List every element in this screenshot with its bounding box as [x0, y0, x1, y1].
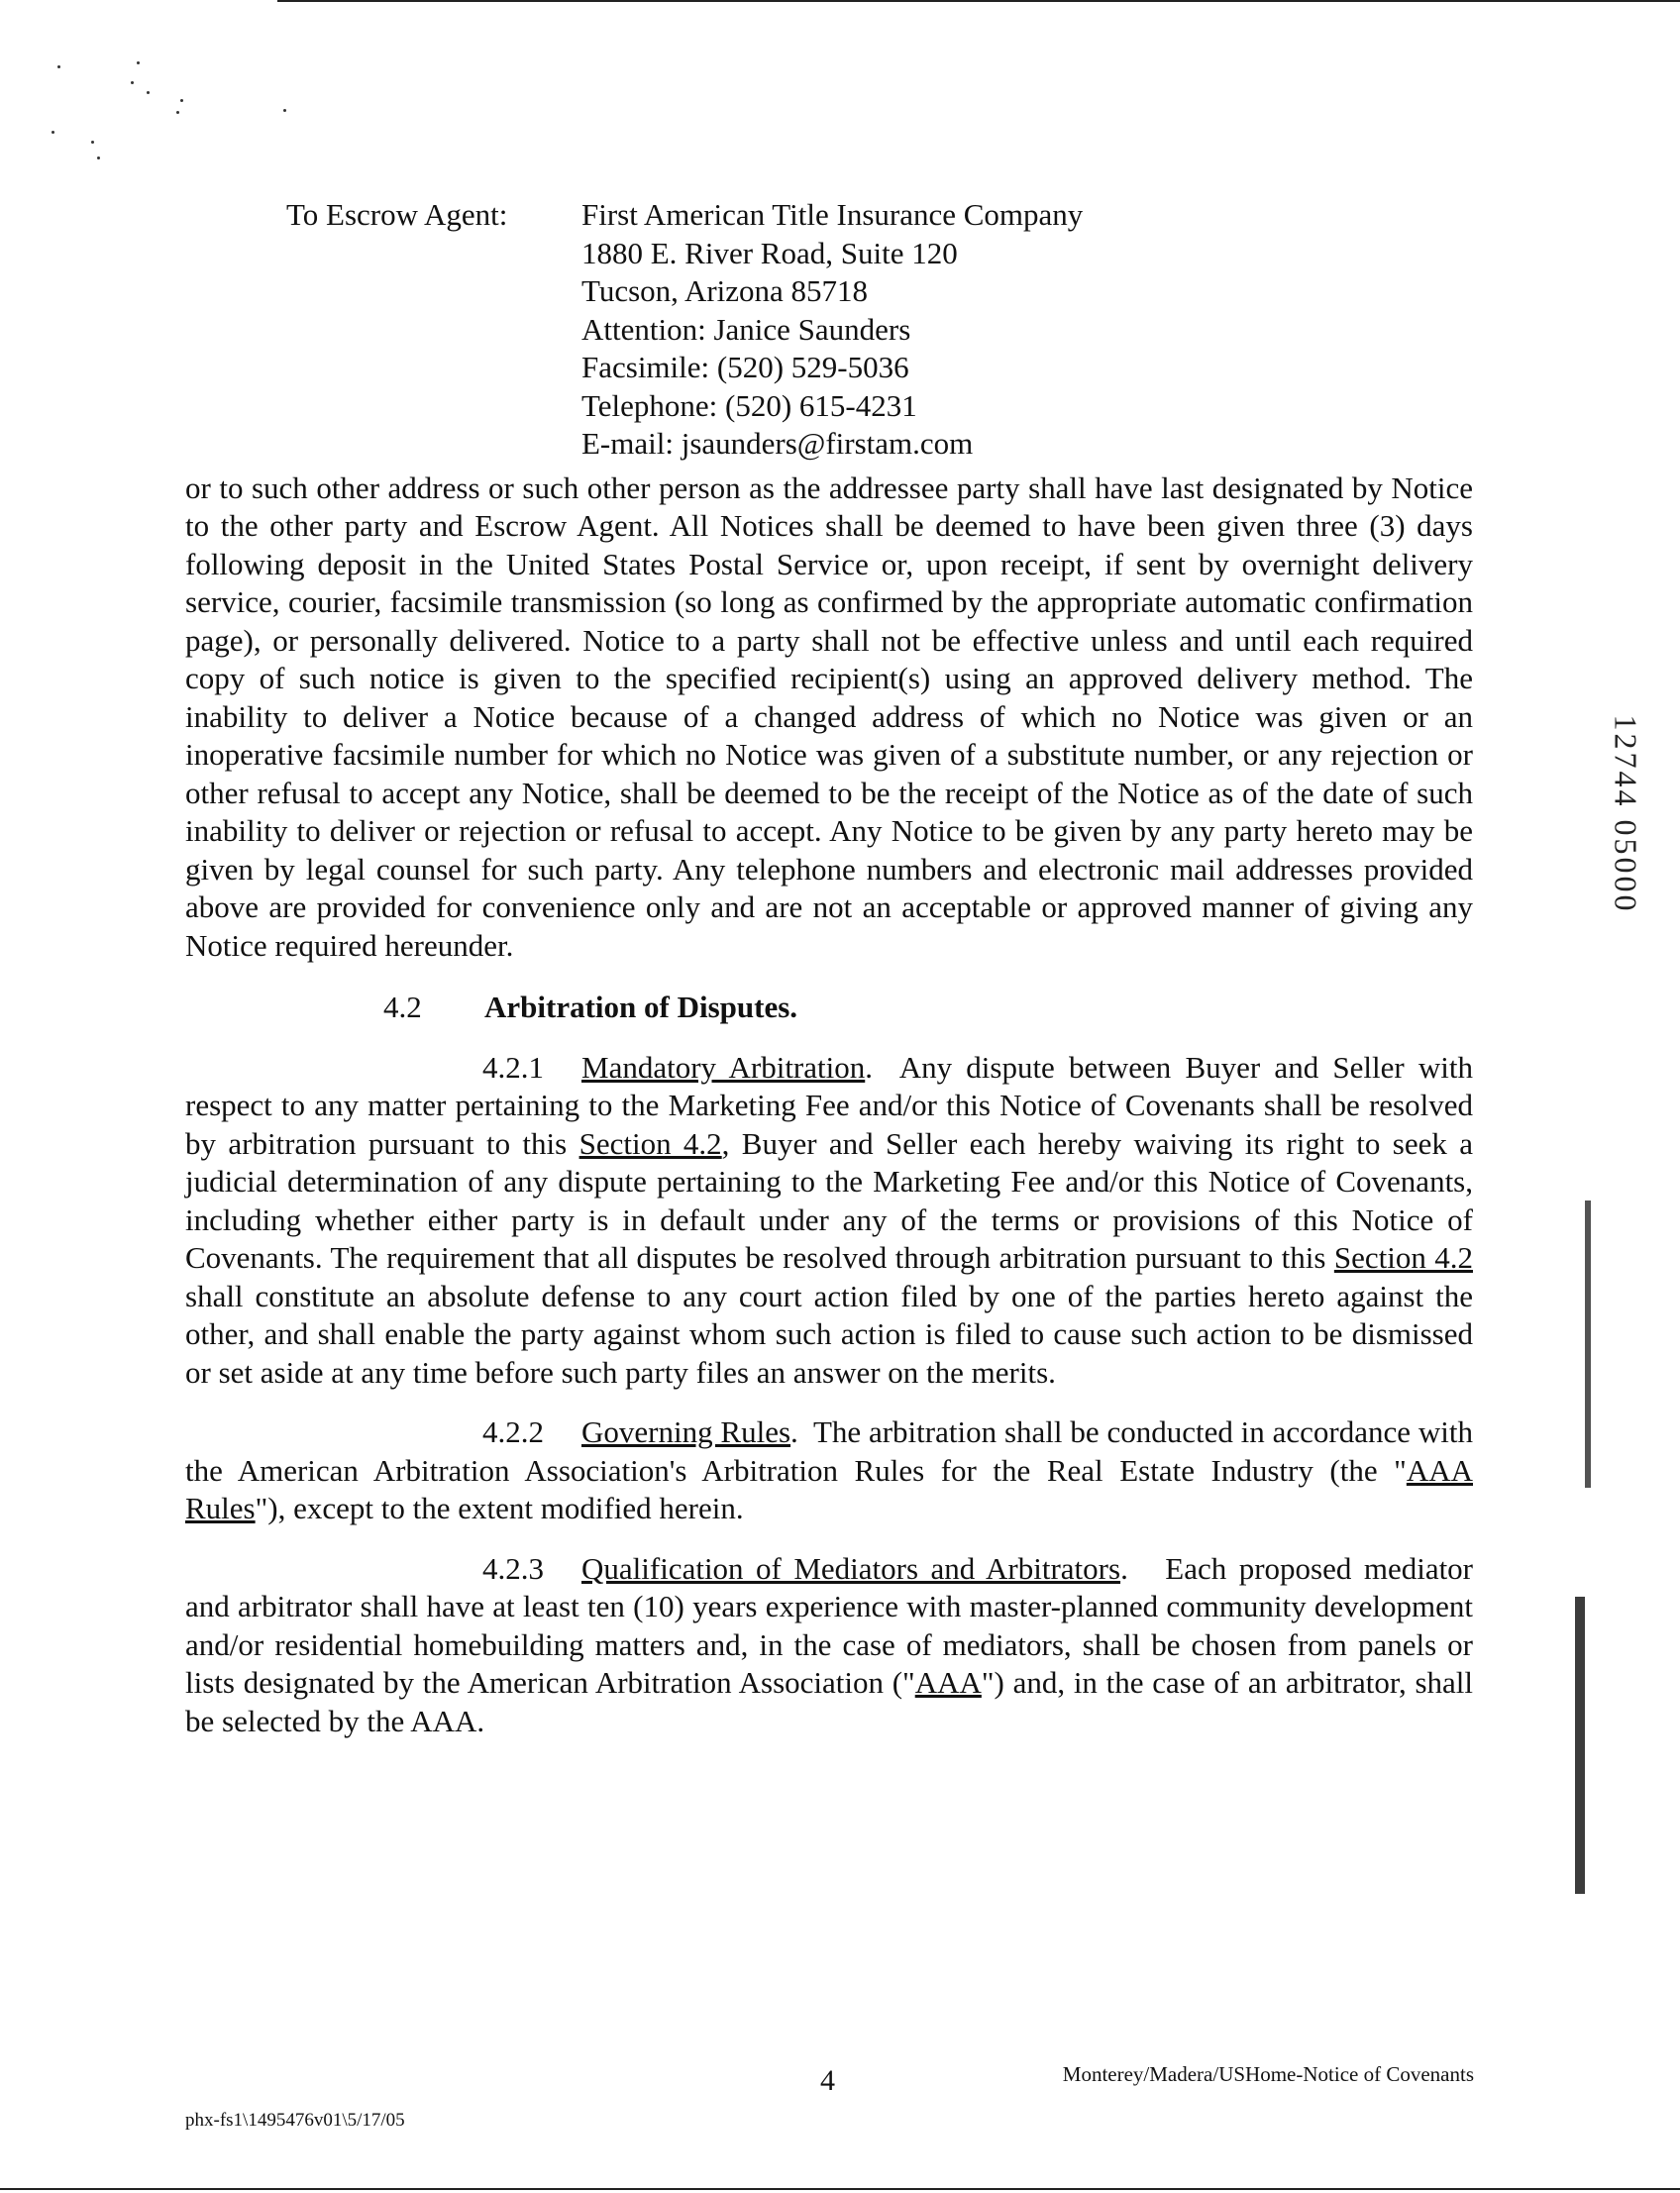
notice-paragraph: or to such other address or such other person as the addressee party shall have last designated by Notice to the other party and Escrow Agent. All Notices shall be deemed to have been given three (3) days following deposit in the United States Postal Service or, upon receipt, if sent by overnight delivery service, courier, facsimile transmission (so long as confirmed by the appropriate automatic confirmation page), or personally delivered. Notice to a party shall not be effective unless and until each required copy of such notice is given to the specified recipient(s) using an approved delivery method. The inability to deliver a Notice because of a changed address of which no Notice was given or an inoperative facsimile number for which no Notice was given of a substitute number, or any rejection or other refusal to accept any Notice, shall be deemed to be the receipt of the Notice as of the date of such inability to deliver or rejection or refusal to accept. Any Notice to be given by any party hereto may be given by legal counsel for such party. Any telephone numbers and electronic mail addresses provided above are provided for convenience only and are not an acceptable or approved manner of giving any Notice required hereunder. — [185, 470, 1473, 963]
section-title: Arbitration of Disputes. — [484, 990, 798, 1024]
section-reference: Section 4.2 — [578, 1125, 722, 1161]
defined-term: AAA Rules — [185, 1452, 1473, 1525]
address-line-attention: Attention: Janice Saunders — [581, 311, 911, 347]
footer-document-title: Monterey/Madera/USHome-Notice of Covenants — [1062, 2062, 1474, 2086]
address-label: To Escrow Agent: — [286, 197, 508, 232]
recording-number: 12744 05000 — [1608, 714, 1644, 914]
subsection-heading: Qualification of Mediators and Arbitrators — [581, 1550, 1121, 1586]
subsection-number: 4.2.2 — [482, 1414, 544, 1449]
address-line-email: E-mail: jsaunders@firstam.com — [581, 426, 974, 461]
address-line-street: 1880 E. River Road, Suite 120 — [581, 235, 958, 270]
subsection-heading: Mandatory Arbitration — [581, 1049, 866, 1085]
address-line-facsimile: Facsimile: (520) 529-5036 — [581, 350, 909, 384]
subsection-4-2-2: 4.2.2 Governing Rules. The arbitration shall be conducted in accordance with the American Arbitration Association's Arbitration Rules for the Real Estate Industry (the "AAA Rules"), except to the extent modified herein. — [185, 1414, 1473, 1525]
address-lines — [581, 196, 1083, 464]
subsection-text: , Buyer and Seller each hereby waiving its right to seek a judicial determination of any dispute pertaining to the Marketing Fee and/or this Notice of Covenants, including whether either party is in default under any of the terms or provisions of this Notice of Covenants. The requirement that all disputes be resolved through arbitration pursuant to this — [185, 1125, 1473, 1275]
section-heading-4-2: 4.2 Arbitration of Disputes. — [185, 989, 1473, 1027]
subsection-text: "), except to the extent modified herein. — [255, 1491, 744, 1525]
subsection-number: 4.2.1 — [482, 1049, 544, 1085]
escrow-agent-address-block — [286, 196, 1473, 464]
subsection-text: ") and, in the case of an arbitrator, shall be selected by the AAA. — [185, 1665, 1473, 1738]
top-border-line — [277, 0, 1680, 2]
subsection-text: Each proposed mediator and arbitrator shall have at least ten (10) years experience with master-planned community development and/or residential homebuilding matters and, in the case of mediators, shall be chosen from panels or lists designated by the American Arbitration Association (" — [185, 1550, 1474, 1700]
page-number: 4 — [820, 2064, 835, 2097]
address-line-city: Tucson, Arizona 85718 — [581, 273, 869, 308]
section-reference: Section 4.2 — [1333, 1240, 1473, 1275]
document-body — [185, 196, 1473, 1762]
subsection-4-2-3: 4.2.3 Qualification of Mediators and Arbitrators. Each proposed mediator and arbitrator shall have at least ten (10) years experience with master-planned community development and/or residential homebuilding matters and, in the case of mediators, shall be chosen from panels or lists designated by the American Arbitration Association ("AAA") and, in the case of an arbitrator, shall be selected by the AAA. — [185, 1550, 1474, 1738]
address-line-telephone: Telephone: (520) 615-4231 — [581, 387, 917, 423]
subsection-4-2-1: 4.2.1 Mandatory Arbitration. Any dispute between Buyer and Seller with respect to any matter pertaining to the Marketing Fee and/or this Notice of Covenants shall be resolved by arbitration pursuant to this Section 4.2, Buyer and Seller each hereby waiving its right to seek a judicial determination of any dispute pertaining to the Marketing Fee and/or this Notice of Covenants, including whether either party is in default under any of the terms or provisions of this Notice of Covenants. The requirement that all disputes be resolved through arbitration pursuant to this Section 4.2 shall constitute an absolute defense to any court action filed by one of the parties hereto against the other, and shall enable the party against whom such action is filed to cause such action to be dismissed or set aside at any time before such party files an answer on the merits. — [185, 1049, 1473, 1390]
defined-term: AAA — [914, 1665, 982, 1700]
subsection-text: Any dispute between Buyer and Seller with respect to any matter pertaining to the Marketing Fee and/or this Notice of Covenants shall be resolved by arbitration pursuant to this — [185, 1049, 1473, 1161]
subsection-text: The arbitration shall be conducted in accordance with the American Arbitration Association's Arbitration Rules for the Real Estate Industry (the " — [185, 1414, 1473, 1488]
subsection-text: shall constitute an absolute defense to any court action filed by one of the parties hereto against the other, and shall enable the party against whom such action is filed to cause such action to be dismissed or set aside at any time before such party files an answer on the merits. — [185, 1278, 1473, 1390]
footer-file-code: phx-fs1\1495476v01\5/17/05 — [185, 2110, 405, 2131]
subsection-heading: Governing Rules — [581, 1414, 791, 1449]
bottom-border-line — [0, 2188, 1680, 2190]
subsection-number: 4.2.3 — [482, 1550, 544, 1586]
address-line-company: First American Title Insurance Company — [581, 197, 1084, 232]
